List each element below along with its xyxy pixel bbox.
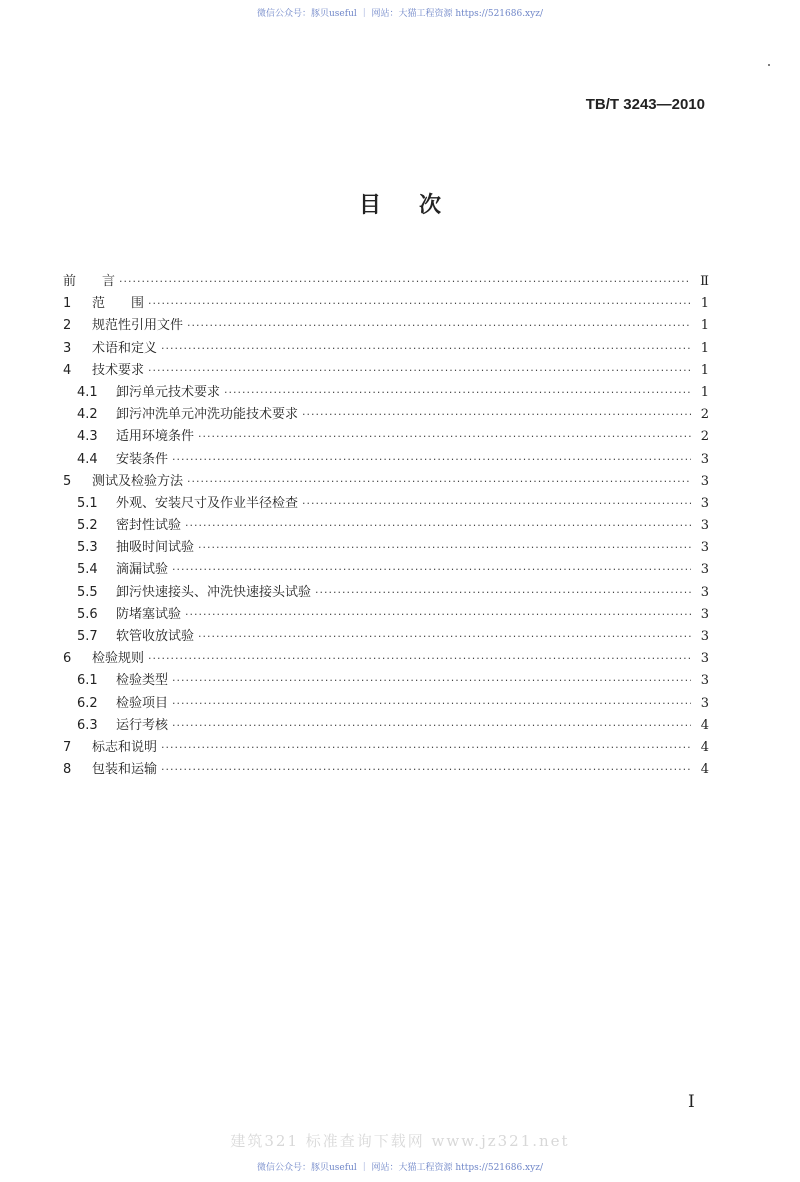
- toc-entry-number: 4: [63, 362, 72, 378]
- toc-entry-label: 卸污单元技术要求: [116, 384, 221, 400]
- toc-entry-page: 1: [700, 362, 709, 378]
- toc-entry-label: 术语和定义: [92, 340, 158, 356]
- toc-entry-label: 卸污快速接头、冲洗快速接头试验: [116, 584, 312, 600]
- table-of-contents: [63, 270, 709, 780]
- toc-entry-number: 6.1: [77, 673, 98, 689]
- toc-entry-number: 5.7: [77, 629, 98, 644]
- watermark-faint: 建筑321 标准查询下载网 www.jz321.net: [230, 1132, 570, 1150]
- toc-entry-page: Ⅱ: [700, 274, 709, 289]
- toc-entry-label: 滴漏试验: [116, 562, 169, 578]
- standard-number: TB/T 3243—2010: [585, 96, 705, 113]
- toc-entry-label: 检验类型: [116, 673, 169, 689]
- toc-entry-page: 3: [700, 473, 709, 489]
- toc-entry-number: 4.2: [77, 407, 98, 423]
- dot-leader: [198, 430, 691, 443]
- toc-entry-label: 前 言: [63, 274, 116, 289]
- toc-entry-number: 4.3: [77, 429, 98, 445]
- toc-entry[interactable]: [63, 270, 709, 292]
- toc-entry[interactable]: [63, 492, 709, 514]
- toc-entry-label: 检验规则: [92, 651, 145, 667]
- dot-leader: [148, 364, 691, 377]
- toc-entry-label: 标志和说明: [92, 739, 158, 755]
- dot-leader: [119, 275, 691, 288]
- dot-leader: [198, 630, 691, 643]
- dot-leader: [302, 497, 691, 510]
- toc-entry-label: 外观、安装尺寸及作业半径检查: [116, 495, 299, 511]
- toc-entry[interactable]: [63, 359, 709, 381]
- toc-entry-page: 3: [700, 695, 709, 711]
- toc-entry[interactable]: [63, 758, 709, 780]
- toc-entry-number: 5.3: [77, 540, 98, 556]
- toc-entry-page: 3: [700, 584, 709, 600]
- toc-entry[interactable]: [63, 514, 709, 536]
- toc-entry-page: 3: [700, 651, 709, 667]
- toc-entry-label: 范 围: [92, 296, 145, 312]
- toc-entry-number: 6.2: [77, 695, 98, 711]
- toc-entry[interactable]: [63, 425, 709, 447]
- toc-entry-label: 防堵塞试验: [116, 606, 182, 622]
- toc-entry-label: 规范性引用文件: [92, 318, 184, 334]
- scan-speck: [768, 64, 770, 66]
- dot-leader: [172, 697, 691, 710]
- toc-entry[interactable]: [63, 448, 709, 470]
- dot-leader: [172, 453, 691, 466]
- toc-entry-label: 抽吸时间试验: [116, 540, 195, 556]
- toc-entry-label: 安装条件: [116, 451, 169, 467]
- page-title: 目次: [358, 193, 479, 218]
- dot-leader: [187, 319, 691, 332]
- toc-entry-number: 3: [63, 340, 72, 356]
- toc-entry-label: 技术要求: [92, 362, 145, 378]
- toc-entry-number: 5.6: [77, 606, 98, 622]
- dot-leader: [187, 475, 691, 488]
- toc-entry[interactable]: [63, 625, 709, 647]
- toc-entry-number: 5.2: [77, 518, 98, 534]
- toc-entry-number: 6.3: [77, 717, 98, 733]
- toc-entry-number: 4.1: [77, 384, 98, 400]
- toc-entry-label: 软管收放试验: [116, 629, 195, 644]
- toc-entry-number: 8: [63, 762, 72, 778]
- toc-entry-page: 4: [700, 739, 709, 755]
- dot-leader: [224, 386, 691, 399]
- toc-entry[interactable]: [63, 603, 709, 625]
- toc-entry-label: 卸污冲洗单元冲洗功能技术要求: [116, 407, 299, 423]
- toc-entry-page: 4: [700, 762, 709, 778]
- toc-entry-label: 运行考核: [116, 717, 169, 733]
- toc-entry[interactable]: [63, 337, 709, 359]
- watermark-top: 微信公众号：豚贝useful ｜ 网站：大猫工程资源 https://521686.xyz/: [257, 9, 543, 19]
- toc-entry-page: 3: [700, 562, 709, 578]
- dot-leader: [172, 719, 691, 732]
- toc-entry-number: 4.4: [77, 451, 98, 467]
- toc-entry-page: 3: [700, 540, 709, 556]
- dot-leader: [172, 563, 691, 576]
- dot-leader: [161, 741, 691, 754]
- dot-leader: [198, 541, 691, 554]
- toc-entry[interactable]: [63, 558, 709, 580]
- toc-entry[interactable]: [63, 536, 709, 558]
- toc-entry[interactable]: [63, 292, 709, 314]
- toc-entry[interactable]: [63, 381, 709, 403]
- toc-entry[interactable]: [63, 692, 709, 714]
- toc-entry[interactable]: [63, 736, 709, 758]
- toc-entry[interactable]: [63, 314, 709, 336]
- toc-entry-page: 3: [700, 606, 709, 622]
- page-number: I: [688, 1092, 695, 1112]
- toc-entry-page: 1: [700, 296, 709, 312]
- toc-entry-number: 6: [63, 651, 72, 667]
- dot-leader: [185, 608, 691, 621]
- dot-leader: [185, 519, 691, 532]
- toc-entry-page: 3: [700, 673, 709, 689]
- toc-entry-label: 适用环境条件: [116, 429, 195, 445]
- dot-leader: [148, 297, 691, 310]
- toc-entry-page: 1: [700, 384, 709, 400]
- toc-entry-page: 2: [700, 429, 709, 445]
- toc-entry-label: 检验项目: [116, 695, 169, 711]
- dot-leader: [148, 652, 691, 665]
- watermark-bottom: 微信公众号：豚贝useful ｜ 网站：大猫工程资源 https://521686.xyz/: [257, 1163, 543, 1173]
- toc-entry[interactable]: [63, 581, 709, 603]
- toc-entry-label: 测试及检验方法: [92, 473, 184, 489]
- toc-entry-number: 5.5: [77, 584, 98, 600]
- toc-entry-page: 4: [700, 717, 709, 733]
- toc-entry-page: 3: [700, 518, 709, 534]
- toc-entry-label: 密封性试验: [116, 518, 182, 534]
- toc-entry-label: 包装和运输: [92, 762, 158, 778]
- toc-entry-page: 3: [700, 451, 709, 467]
- toc-entry-number: 2: [63, 318, 72, 334]
- toc-entry-number: 7: [63, 739, 72, 755]
- toc-entry[interactable]: [63, 403, 709, 425]
- toc-entry[interactable]: [63, 647, 709, 669]
- dot-leader: [315, 586, 691, 599]
- toc-entry-number: 1: [63, 296, 72, 312]
- dot-leader: [172, 674, 691, 687]
- toc-entry-page: 2: [700, 407, 709, 423]
- dot-leader: [161, 763, 691, 776]
- toc-entry-number: 5.1: [77, 495, 98, 511]
- toc-entry-page: 3: [700, 629, 709, 644]
- toc-entry-number: 5.4: [77, 562, 98, 578]
- toc-entry[interactable]: [63, 714, 709, 736]
- toc-entry[interactable]: [63, 470, 709, 492]
- toc-entry-page: 3: [700, 495, 709, 511]
- toc-entry-page: 1: [700, 340, 709, 356]
- toc-entry-number: 5: [63, 473, 72, 489]
- dot-leader: [302, 408, 691, 421]
- toc-entry[interactable]: [63, 669, 709, 691]
- dot-leader: [161, 342, 691, 355]
- toc-entry-page: 1: [700, 318, 709, 334]
